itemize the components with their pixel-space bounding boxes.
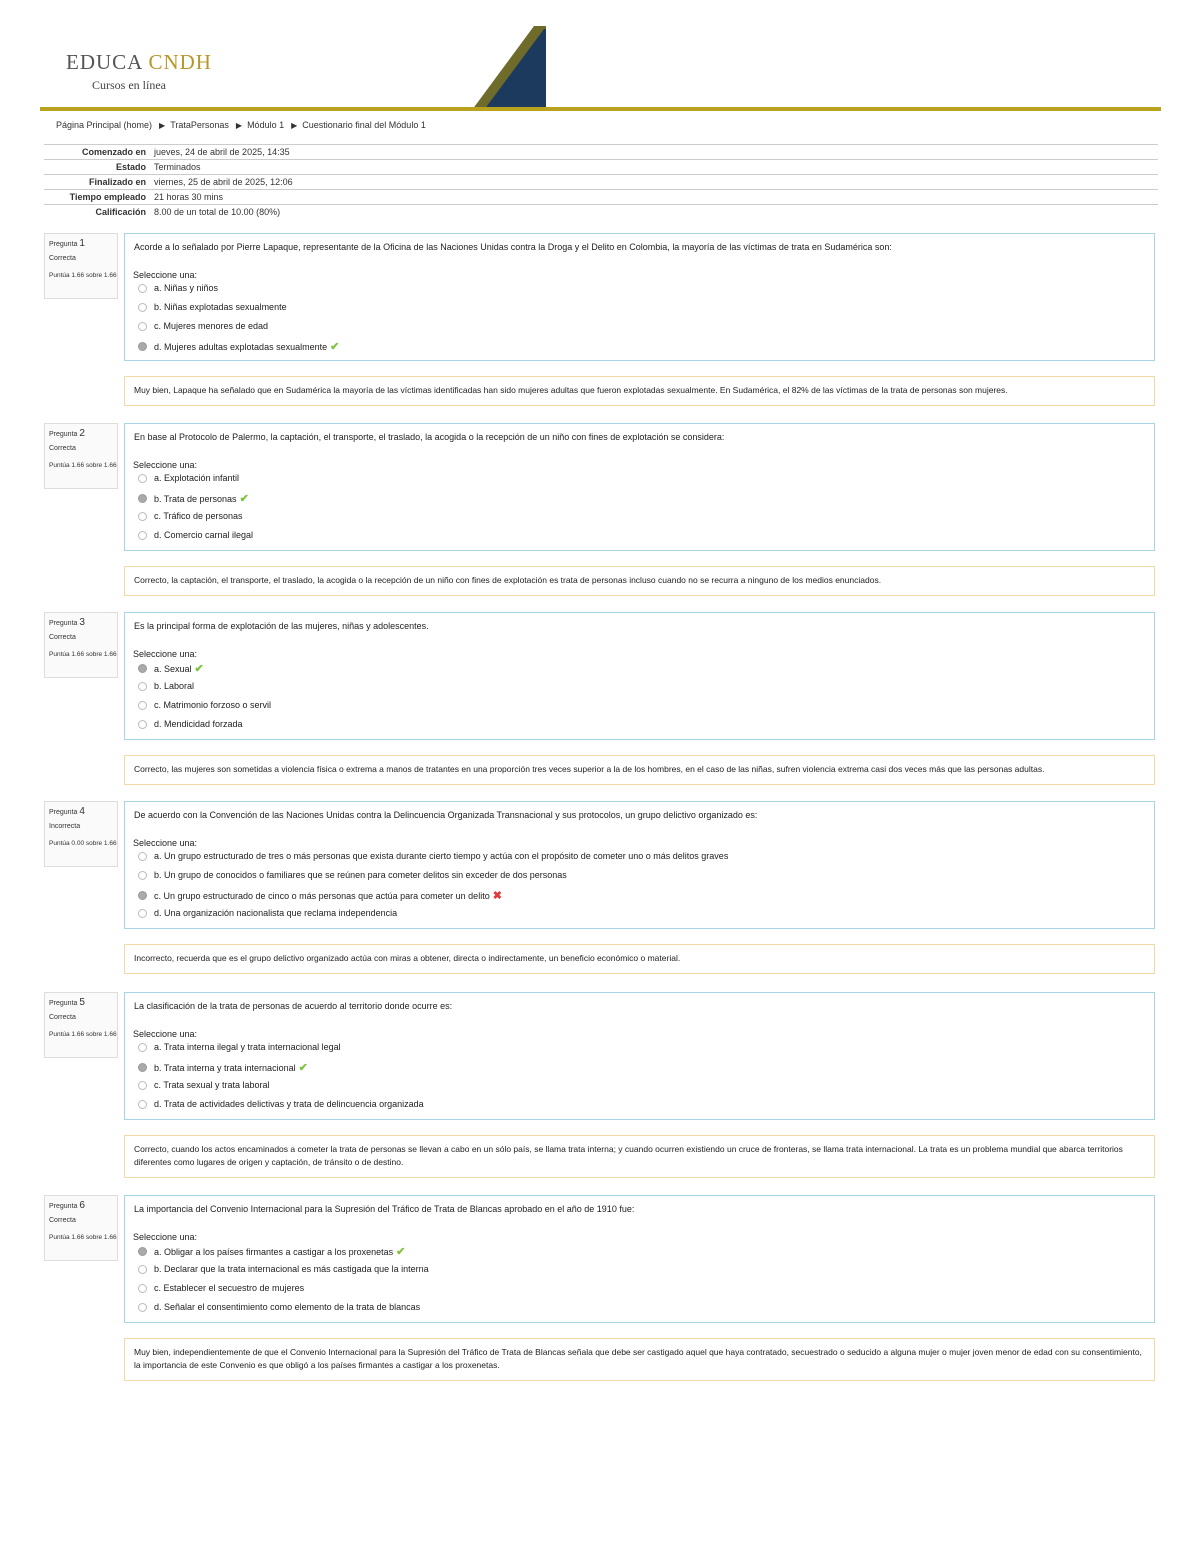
question-word: Pregunta [49,431,78,438]
question-state: Correcta [49,1014,76,1021]
banner-blue-stripe [484,29,546,110]
answer-option-label: b. Trata interna y trata internacional [154,1062,296,1073]
correct-check-icon: ✔ [298,1062,308,1074]
question-number-value: 4 [79,806,85,817]
radio-button-icon[interactable] [138,531,147,540]
question-formulation [124,612,1155,740]
select-one-label: Seleccione una: [133,838,198,848]
question-feedback: Correcto, la captación, el transporte, el traslado, la acogida o la recepción de un niño con fines de explotación es trata de personas incluso cuando no se recurra a ninguno de los medios enunciados. [124,566,1155,596]
question-state: Correcta [49,255,76,262]
question-grade: Puntúa 1.66 sobre 1.66 [49,651,117,658]
answer-option-label: a. Niñas y niños [154,283,219,293]
answer-option-label: c. Matrimonio forzoso o servil [154,700,272,710]
question-state: Incorrecta [49,823,81,830]
answer-option-label: a. Obligar a los países firmantes a castigar a los proxenetas [154,1246,394,1257]
summary-value: Terminados [154,162,201,172]
breadcrumb [56,120,426,130]
answer-option-label: b. Declarar que la trata internacional es más castigada que la interna [154,1264,429,1274]
answer-option-label: b. Laboral [154,681,195,691]
question-formulation [124,423,1155,551]
radio-button-icon[interactable] [138,1265,147,1274]
breadcrumb-course[interactable]: TrataPersonas [170,120,229,130]
radio-button-icon[interactable] [138,852,147,861]
answer-option-label: d. Mujeres adultas explotadas sexualmente [154,341,328,352]
radio-button-icon[interactable] [138,284,147,293]
answer-option-label: c. Trata sexual y trata laboral [154,1080,270,1090]
question-info [44,801,118,867]
answer-option[interactable] [138,700,271,710]
question-formulation [124,801,1155,929]
header-divider [40,107,1161,111]
answer-option[interactable] [138,1080,270,1090]
breadcrumb-module[interactable]: Módulo 1 [247,120,285,130]
answer-option[interactable] [138,1302,420,1312]
answer-option[interactable] [138,302,287,312]
answer-option[interactable] [138,511,243,521]
answer-option-label: c. Establecer el secuestro de mujeres [154,1283,305,1293]
answer-option[interactable] [138,681,194,691]
summary-value: 21 horas 30 mins [154,192,224,202]
answer-option[interactable] [138,1245,405,1258]
radio-button-icon[interactable] [138,1284,147,1293]
radio-button-icon[interactable] [138,701,147,710]
correct-check-icon: ✔ [396,1246,406,1258]
question-info [44,612,118,678]
question-number-value: 2 [79,428,85,439]
question-state: Correcta [49,1217,76,1224]
question-word: Pregunta [49,1203,78,1210]
select-one-label: Seleccione una: [133,460,198,470]
incorrect-cross-icon: ✖ [492,890,502,902]
radio-button-icon[interactable] [138,1063,147,1072]
answer-option[interactable] [138,1283,304,1293]
question-text: En base al Protocolo de Palermo, la captación, el transporte, el traslado, la acogida o la recepción de un niño con fines de explotación se considera: [134,432,725,442]
radio-button-icon[interactable] [138,512,147,521]
answer-option[interactable] [138,340,339,353]
answer-option-label: b. Un grupo de conocidos o familiares que se reúnen para cometer delitos sin exceder de dos personas [154,870,567,880]
select-one-label: Seleccione una: [133,649,198,659]
breadcrumb-separator-icon: ▶ [235,121,243,130]
question-number [49,806,117,817]
question-state: Correcta [49,445,76,452]
question-text: Acorde a lo señalado por Pierre Lapaque, representante de la Oficina de las Naciones Unidas contra la Droga y el Delito en Colombia, la mayoría de las víctimas de trata en Sudamérica son: [134,242,892,252]
question-info [44,233,118,299]
radio-button-icon[interactable] [138,682,147,691]
radio-button-icon[interactable] [138,1043,147,1052]
brand-tagline: Cursos en línea [92,78,166,92]
question-number [49,1200,117,1211]
answer-option-label: d. Mendicidad forzada [154,719,243,729]
question-info [44,423,118,489]
answer-option-label: a. Explotación infantil [154,473,240,483]
answer-option[interactable] [138,851,728,861]
question-number [49,238,117,249]
summary-value: viernes, 25 de abril de 2025, 12:06 [154,177,293,187]
radio-button-icon[interactable] [138,1100,147,1109]
question-text: Es la principal forma de explotación de las mujeres, niñas y adolescentes. [134,621,429,631]
select-one-label: Seleccione una: [133,1232,198,1242]
question-grade: Puntúa 1.66 sobre 1.66 [49,272,117,279]
answer-option[interactable] [138,283,218,293]
answer-option[interactable] [138,719,243,729]
question-feedback: Correcto, las mujeres son sometidas a violencia física o extrema a manos de tratantes en una proporción tres veces superior a la de los hombres, en el caso de las niñas, sufren violencia extrema casi dos veces más que las personas adultas. [124,755,1155,785]
radio-button-icon[interactable] [138,720,147,729]
radio-button-icon[interactable] [138,871,147,880]
answer-option[interactable] [138,492,249,505]
question-word: Pregunta [49,620,78,627]
answer-option-label: c. Tráfico de personas [154,511,243,521]
answer-option[interactable] [138,1264,429,1274]
question-number-value: 1 [79,238,85,249]
question-info [44,1195,118,1261]
question-formulation [124,992,1155,1120]
question-text: La importancia del Convenio Internacional para la Supresión del Tráfico de Trata de Blancas aprobado en el año de 1910 fue: [134,1204,635,1214]
answer-option-label: d. Comercio carnal ilegal [154,530,254,540]
question-word: Pregunta [49,809,78,816]
question-text: De acuerdo con la Convención de las Naciones Unidas contra la Delincuencia Organizada Transnacional y sus protocolos, un grupo delictivo organizado es: [134,810,758,820]
answer-option[interactable] [138,1099,424,1109]
question-formulation [124,1195,1155,1323]
radio-button-icon[interactable] [138,322,147,331]
question-number [49,617,117,628]
answer-option-label: a. Sexual [154,663,192,674]
answer-option-label: c. Un grupo estructurado de cinco o más personas que actúa para cometer un delito [154,890,490,901]
answer-option[interactable] [138,1042,341,1052]
correct-check-icon: ✔ [330,341,340,353]
summary-row-time [44,190,1158,205]
answer-option-label: d. Una organización nacionalista que reclama independencia [154,908,398,918]
summary-row-grade [44,205,1158,219]
brand-logo[interactable] [66,50,212,75]
radio-button-icon[interactable] [138,494,147,503]
answer-option[interactable] [138,662,204,675]
answer-option-label: d. Señalar el consentimiento como elemento de la trata de blancas [154,1302,421,1312]
page-header [0,0,1200,115]
radio-button-icon[interactable] [138,909,147,918]
select-one-label: Seleccione una: [133,1029,198,1039]
answer-option-label: a. Trata interna ilegal y trata internacional legal [154,1042,341,1052]
breadcrumb-home[interactable]: Página Principal (home) [56,120,153,130]
summary-row-state [44,160,1158,175]
answer-option-label: d. Trata de actividades delictivas y trata de delincuencia organizada [154,1099,424,1109]
question-word: Pregunta [49,241,78,248]
question-number-value: 3 [79,617,85,628]
summary-label: Estado [115,162,146,172]
question-feedback: Correcto, cuando los actos encaminados a cometer la trata de personas se llevan a cabo en un sólo país, se llama trata interna; y cuando ocurren existiendo un cruce de fronteras, se llama trata internacional. La trata es un problema mundial que abarca territorios diferentes como lugares de origen y captación, de tránsito o de destino. [124,1135,1155,1178]
answer-option[interactable] [138,321,268,331]
question-grade: Puntúa 1.66 sobre 1.66 [49,462,117,469]
question-formulation [124,233,1155,361]
summary-value: jueves, 24 de abril de 2025, 14:35 [154,147,290,157]
question-grade: Puntúa 1.66 sobre 1.66 [49,1234,117,1241]
summary-label: Tiempo empleado [69,192,146,202]
summary-label: Calificación [95,207,146,217]
question-number-value: 5 [79,997,85,1008]
question-feedback: Muy bien, independientemente de que el Convenio Internacional para la Supresión del Tráfico de Trata de Blancas señala que debe ser castigado aquel que haya contratado, secuestrado o seducido a alguna mujer o mujer joven menor de edad con su consentimiento, la importancia de este Convenio es que obligó a los países firmantes a castigar a los proxenetas. [124,1338,1155,1381]
answer-option-label: b. Niñas explotadas sexualmente [154,302,287,312]
answer-option[interactable] [138,530,253,540]
summary-label: Comenzado en [81,147,146,157]
answer-option[interactable] [138,889,502,902]
summary-row-started [44,145,1158,160]
question-info [44,992,118,1058]
radio-button-icon[interactable] [138,474,147,483]
summary-row-finished [44,175,1158,190]
answer-option[interactable] [138,1061,308,1074]
correct-check-icon: ✔ [239,493,249,505]
radio-button-icon[interactable] [138,1081,147,1090]
question-text: La clasificación de la trata de personas de acuerdo al territorio donde ocurre es: [134,1001,453,1011]
question-grade: Puntúa 0.00 sobre 1.66 [49,840,117,847]
radio-button-icon[interactable] [138,891,147,900]
brand-name-cndh: CNDH [148,50,212,74]
brand-name-educa: EDUCA [66,50,143,74]
attempt-summary-table [44,144,1158,219]
summary-value: 8.00 de un total de 10.00 (80%) [154,207,281,217]
header-banner-graphic [472,26,546,110]
breadcrumb-separator-icon: ▶ [291,121,298,130]
breadcrumb-separator-icon: ▶ [159,121,166,130]
question-word: Pregunta [49,1000,78,1007]
radio-button-icon[interactable] [138,1247,147,1256]
answer-option-label: c. Mujeres menores de edad [154,321,269,331]
summary-label: Finalizado en [88,177,146,187]
question-feedback: Muy bien, Lapaque ha señalado que en Sudamérica la mayoría de las víctimas identificadas han sido mujeres adultas que fueron explotadas sexualmente. En Sudamérica, el 82% de las víctimas de la trata de personas son mujeres. [124,376,1155,406]
answer-option[interactable] [138,870,567,880]
question-feedback: Incorrecto, recuerda que es el grupo delictivo organizado actúa con miras a obtener, directa o indirectamente, un beneficio económico o material. [124,944,1155,974]
radio-button-icon[interactable] [138,342,147,351]
answer-option[interactable] [138,473,239,483]
question-number [49,997,117,1008]
correct-check-icon: ✔ [194,663,204,675]
question-number [49,428,117,439]
question-grade: Puntúa 1.66 sobre 1.66 [49,1031,117,1038]
radio-button-icon[interactable] [138,664,147,673]
answer-option-label: a. Un grupo estructurado de tres o más personas que exista durante cierto tiempo y actúa con el propósito de cometer uno o más delitos graves [154,851,729,861]
select-one-label: Seleccione una: [133,270,198,280]
radio-button-icon[interactable] [138,303,147,312]
answer-option-label: b. Trata de personas [154,493,237,504]
radio-button-icon[interactable] [138,1303,147,1312]
answer-option[interactable] [138,908,397,918]
breadcrumb-quiz[interactable]: Cuestionario final del Módulo 1 [302,120,426,130]
question-state: Correcta [49,634,76,641]
question-number-value: 6 [79,1200,85,1211]
